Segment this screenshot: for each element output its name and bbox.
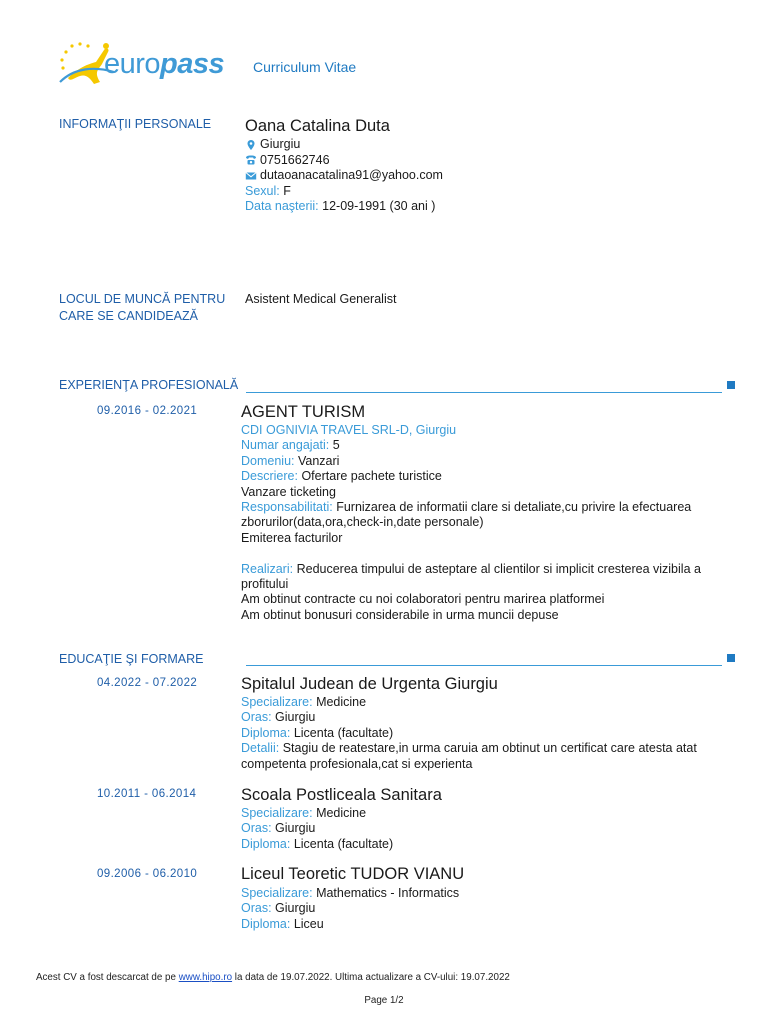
education-title: Spitalul Judean de Urgenta Giurgiu [241, 675, 498, 693]
section-job-applied: LOCUL DE MUNCĂ PENTRU CARE SE CANDIDEAZĂ [59, 292, 226, 323]
education-title: Scoala Postliceala Sanitara [241, 786, 442, 804]
email-address[interactable]: dutaoanacatalina91@yahoo.com [260, 168, 443, 182]
job-applied-value: Asistent Medical Generalist [245, 292, 397, 306]
email-row [245, 168, 443, 184]
section-work-experience: EXPERIENŢA PROFESIONALĂ [59, 378, 239, 392]
personal-details [245, 137, 443, 215]
education-date: 10.2011 - 06.2014 [97, 788, 197, 800]
page-number: Page 1/2 [364, 995, 404, 1006]
footer-note: Acest CV a fost descarcat de pe www.hipo.ro la data de 19.07.2022. Ultima actualizare a CV-ului: 19.07.2022 [36, 972, 510, 983]
experience-title: AGENT TURISM [241, 403, 366, 421]
sex-row: Sexul: F [245, 183, 291, 198]
education-details: Specializare: Mathematics - Informatics Oras: Giurgiu Diploma: Liceu [241, 886, 460, 931]
section-divider [246, 665, 722, 666]
section-marker [727, 654, 735, 662]
city: Giurgiu [260, 137, 301, 151]
education-date: 04.2022 - 07.2022 [97, 677, 198, 689]
section-education: EDUCAŢIE ŞI FORMARE [59, 652, 204, 666]
section-marker [727, 381, 735, 389]
experience-date: 09.2016 - 02.2021 [97, 405, 198, 417]
logo-wordmark: europass [104, 48, 225, 80]
envelope-icon [245, 170, 257, 182]
education-details: Specializare: Medicine Oras: Giurgiu Diploma: Licenta (facultate) [241, 806, 394, 851]
city-row [245, 137, 443, 153]
location-pin-icon [245, 139, 257, 151]
figure-icon [68, 49, 109, 84]
person-name: Oana Catalina Duta [245, 117, 390, 135]
experience-details: CDI OGNIVIA TRAVEL SRL-D, Giurgiu Numar angajati: 5 Domeniu: Vanzari Descriere: Ofertare pachete turistice Vanzare ticketing Responsabilitati: Furnizarea de informatii clare si detaliate,cu privire la efectuarea zborurilor(data,ora,check-in,date personale) Emiterea facturilor Realizari: Reducerea timpului de asteptare al clientilor si implicit cresterea vizibila a profitului Am obtinut contracte cu noi colaboratori pentru marirea platformei Am obtinut bonusuri considerabile in urma muncii depuse [241, 423, 721, 623]
phone-row [245, 153, 443, 169]
section-divider [246, 392, 722, 393]
phone-icon [245, 154, 257, 166]
education-title: Liceul Teoretic TUDOR VIANU [241, 865, 465, 883]
education-date: 09.2006 - 06.2010 [97, 868, 198, 880]
section-personal-info: INFORMAŢII PERSONALE [59, 117, 212, 131]
education-details: Specializare: Medicine Oras: Giurgiu Diploma: Licenta (facultate) Detalii: Stagiu de reatestare,in urma caruia am obtinut un certificat care atesta atat competenta profesionala,cat si experienta [241, 695, 697, 771]
document-title: Curriculum Vitae [253, 59, 357, 75]
phone-number: 0751662746 [260, 152, 330, 167]
birth-row: Data naşterii: 12-09-1991 (30 ani ) [245, 199, 436, 213]
star-ring-icon [60, 42, 89, 69]
hipo-link[interactable]: www.hipo.ro [178, 972, 233, 983]
company-name: CDI OGNIVIA TRAVEL SRL-D, Giurgiu [241, 423, 457, 437]
